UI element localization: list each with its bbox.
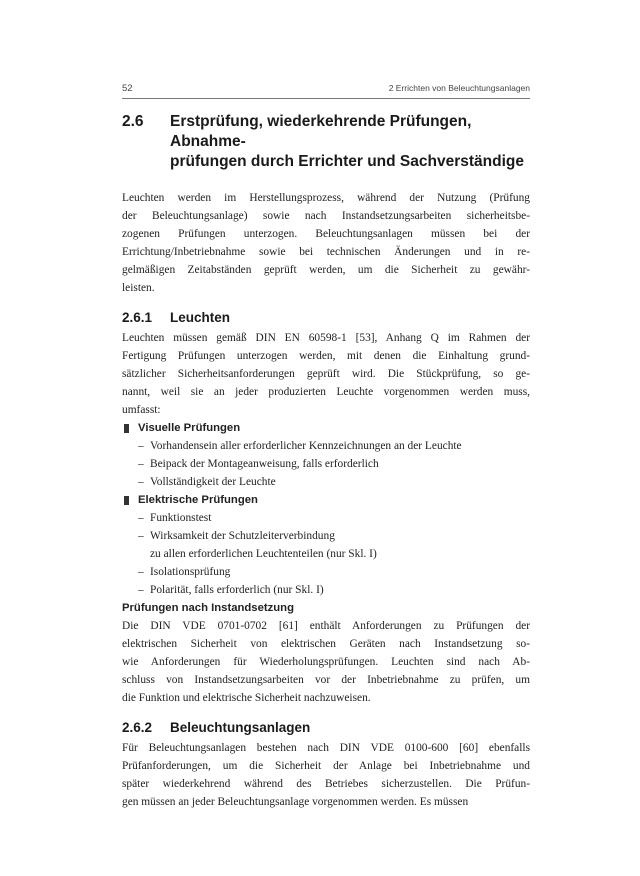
- test-item: [138, 455, 530, 473]
- text-line: Prüfanforderungen, um die Sicherheit der Anlage bei Inbetriebnahme und: [122, 760, 530, 772]
- test-item: [138, 581, 530, 599]
- bullet-marker-icon: [124, 424, 129, 433]
- repair-heading: Prüfungen nach Instandsetzung: [122, 602, 294, 614]
- section-number: 2.6.1: [122, 310, 153, 325]
- installation-paragraph: [122, 739, 530, 811]
- dash-marker: –: [138, 476, 144, 488]
- text-line: Errichtung/Inbetriebnahme sowie bei technischen Änderungen und in re-: [122, 246, 530, 258]
- section-heading-2-6-2: [122, 719, 530, 737]
- dash-marker: –: [138, 512, 144, 524]
- test-item-text: zu allen erforderlichen Leuchtenteilen (nur Skl. I): [150, 548, 377, 560]
- section-number: 2.6: [122, 113, 144, 130]
- test-item: [138, 473, 530, 491]
- dash-marker: –: [138, 566, 144, 578]
- text-line: elektrischen Sicherheit von elektrischen Geräten nach Instandsetzung so-: [122, 638, 530, 650]
- text-line: sätzlicher Sicherheitsanforderungen geprüft wird. Die Stückprüfung, so ge-: [122, 368, 530, 380]
- test-item-text: Funktionstest: [150, 512, 212, 524]
- section-title-line: Erstprüfung, wiederkehrende Prüfungen, Abnahme-: [170, 113, 472, 150]
- chapter-title: 2 Errichten von Beleuchtungsanlagen: [388, 83, 530, 93]
- text-line: zogenen Prüfungen unterzogen. Beleuchtungsanlagen müssen bei der: [122, 228, 530, 240]
- text-line: Fertigung Prüfungen unterzogen werden, mit denen die Einhaltung grund-: [122, 350, 530, 362]
- test-group-title: Elektrische Prüfungen: [138, 494, 258, 506]
- text-line: die Funktion und elektrische Sicherheit nachzuweisen.: [122, 692, 371, 704]
- test-item-text: Vollständigkeit der Leuchte: [150, 476, 276, 488]
- text-line: wie Anforderungen für Wiederholungsprüfungen. Leuchten sind nach Ab-: [122, 656, 530, 668]
- intro-paragraph: [122, 189, 530, 297]
- test-group: [122, 419, 530, 491]
- luminaire-paragraph: [122, 329, 530, 419]
- bullet-marker-icon: [124, 496, 129, 505]
- text-line: der Beleuchtungsanlage) sowie nach Instandsetzungsarbeiten sicherheitsbe-: [122, 210, 530, 222]
- test-item: [138, 509, 530, 527]
- text-line: Für Beleuchtungsanlagen bestehen nach DIN VDE 0100-600 [60] ebenfalls: [122, 742, 530, 754]
- section-heading-2-6: [122, 112, 530, 172]
- test-group-title: Visuelle Prüfungen: [138, 422, 241, 434]
- test-list: [122, 419, 530, 599]
- test-item-text: Wirksamkeit der Schutzleiterverbindung: [150, 530, 335, 542]
- section-title: [170, 112, 530, 172]
- section-title: Leuchten: [170, 310, 231, 325]
- page-number: 52: [122, 83, 133, 94]
- text-line: Die DIN VDE 0701-0702 [61] enthält Anforderungen zu Prüfungen der: [122, 620, 530, 632]
- text-line: leisten.: [122, 282, 155, 294]
- section-title-line: prüfungen durch Errichter und Sachverständige: [170, 153, 524, 170]
- test-item: [138, 563, 530, 581]
- text-line: Leuchten werden im Herstellungsprozess, während der Nutzung (Prüfung: [122, 192, 530, 204]
- section-number: 2.6.2: [122, 720, 153, 735]
- test-item-text: Beipack der Montageanweisung, falls erforderlich: [150, 458, 379, 470]
- section-title: Beleuchtungsanlagen: [170, 720, 311, 735]
- text-line: Leuchten müssen gemäß DIN EN 60598-1 [53], Anhang Q im Rahmen der: [122, 332, 530, 344]
- dash-marker: –: [138, 458, 144, 470]
- text-line: gelmäßigen Zeitabständen geprüft werden, um die Sicherheit zu gewähr-: [122, 264, 530, 276]
- section-heading-2-6-1: [122, 309, 530, 327]
- text-line: schluss von Instandsetzungsarbeiten vor der Inbetriebnahme zu prüfen, um: [122, 674, 530, 686]
- page-content: [122, 112, 530, 811]
- test-item: [138, 527, 530, 563]
- dash-marker: –: [138, 584, 144, 596]
- text-line: nannt, weil sie an jeder produzierten Leuchte vorgenommen werden muss,: [122, 386, 530, 398]
- test-item: [138, 437, 530, 455]
- text-line: später wiederkehrend während des Betriebes sicherzustellen. Die Prüfun-: [122, 778, 530, 790]
- test-item-text: Polarität, falls erforderlich (nur Skl. I): [150, 584, 324, 596]
- dash-marker: –: [138, 530, 144, 542]
- repair-paragraph: [122, 617, 530, 707]
- test-item-text: Isolationsprüfung: [150, 566, 231, 578]
- text-line: gen müssen an jeder Beleuchtungsanlage vorgenommen werden. Es müssen: [122, 796, 469, 808]
- test-item-text: Vorhandensein aller erforderlicher Kennzeichnungen an der Leuchte: [150, 440, 462, 452]
- test-group: [122, 491, 530, 599]
- text-line: umfasst:: [122, 404, 161, 416]
- running-header: [122, 82, 530, 99]
- dash-marker: –: [138, 440, 144, 452]
